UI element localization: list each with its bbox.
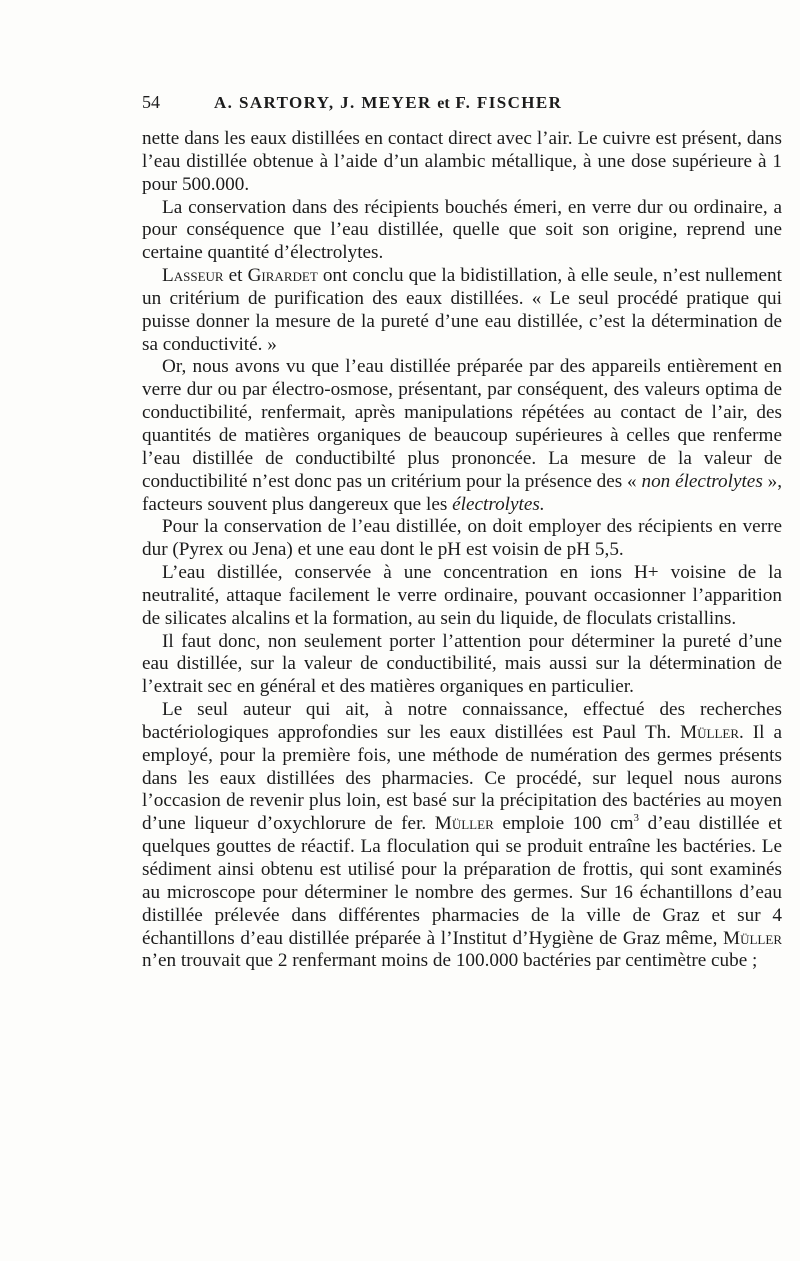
paragraph-1: nette dans les eaux distillées en contact direct avec l’air. Le cuivre est présent, dans l’eau distillée obtenue à l’aide d’un alambic métallique, à une dose supérieure à 1 pour 500.000. <box>142 128 782 195</box>
paragraph-2: La conservation dans des récipients bouchés émeri, en verre dur ou ordinaire, a pour conséquence que l’eau distillée, quelle que soit son origine, reprend une certaine quantité d’électrolytes. <box>142 196 782 264</box>
p3-text-2: ont conclu que la bidistillation, à elle seule, n’est nullement un critérium de purification des eaux distillées. « Le seul procédé pratique qui puisse donner la mesure de la pureté d’une eau distillée, c’est la détermination de sa conductivité. » <box>142 265 782 355</box>
paragraph-6: L’eau distillée, conservée à une concentration en ions H+ voisine de la neutralité, attaque facilement le verre ordinaire, pouvant occasionner l’apparition de silicates alcalins et la formation, au sein du liquide, de floculats cristallins. <box>142 562 782 629</box>
author-muller-3: Müller <box>723 927 782 949</box>
paragraph-5: Pour la conservation de l’eau distillée, on doit employer des récipients en verre dur (Pyrex ou Jena) et une eau dont le pH est voisin de pH 5,5. <box>142 516 782 561</box>
page-number: 54 <box>142 92 160 112</box>
paragraph-8 <box>142 699 782 973</box>
author-girardet: Girardet <box>247 265 318 287</box>
p4-text-1: Or, nous avons vu que l’eau distillée préparée par des appareils entièrement en verre dur ou par électro-osmose, présentant, par conséquent, des valeurs optima de conductibilité, renfermait, après manipulations répétées au contact de l’air, des quantités de matières organiques de beaucoup supérieures à celles que renferme l’eau distillée de conductibilté plus prononcée. La mesure de la valeur de conductibilité n’est donc pas un critérium pour la présence des « <box>142 356 782 492</box>
paragraph-3 <box>142 265 782 356</box>
author-lasseur: Lasseur <box>162 265 224 287</box>
p8-text-2: . Il a employé, pour la première fois, une méthode de numération des germes présents dans les eaux distillées des pharmacies. Ce procédé, sur lequel nous aurons l’occasion de revenir plus loin, est basé sur la précipitation des bactéries au moyen d’une liqueur d’oxychlorure de fer. <box>142 721 782 835</box>
p4-italic-electrolytes: électrolytes. <box>452 493 545 515</box>
author-meyer: J. MEYER <box>340 93 432 112</box>
p4-text-2: », facteurs souvent plus dangereux que les <box>142 470 783 515</box>
running-head <box>142 92 782 124</box>
p8-text-5: n’en trouvait que 2 renfermant moins de 100.000 bactéries par centimètre cube ; <box>142 950 758 972</box>
author-muller-1: Müller <box>680 721 740 743</box>
body-text <box>142 128 782 973</box>
paragraph-7: Il faut donc, non seulement porter l’attention pour déterminer la pureté d’une eau distillée, sur la valeur de conductibilité, mais aussi sur la détermination de l’extrait sec en général et des matières organiques en particulier. <box>142 630 782 698</box>
author-muller-2: Müller <box>434 813 494 835</box>
conjunction: et <box>437 95 450 112</box>
p8-text-4: d’eau distillée et quelques gouttes de réactif. La floculation qui se produit entraîne les bactéries. Le sédiment ainsi obtenu est utilisé pour la préparation de frottis, qui sont examinés au microscope pour déterminer le nombre des germes. Sur 16 échantillons d’eau distillée prélevée dans différentes pharmacies de la ville de Graz et sur 4 échantillons d’eau distillée préparée à l’Institut d’Hygiène de Graz même, <box>142 813 782 949</box>
superscript-3: 3 <box>633 812 640 825</box>
author-fischer: F. FISCHER <box>455 93 563 112</box>
p8-text-1: Le seul auteur qui ait, à notre connaissance, effectué des recherches bactériologiques approfondies sur les eaux distillées est Paul Th. <box>142 699 782 743</box>
running-title <box>214 93 562 113</box>
p4-italic-non-electrolytes: non électrolytes <box>641 470 763 492</box>
p8-text-3: emploie 100 cm <box>493 813 634 835</box>
page <box>142 92 782 973</box>
p3-text-1: et <box>223 265 248 287</box>
paragraph-4 <box>142 356 782 516</box>
author-sartory: A. SARTORY, <box>214 93 335 112</box>
